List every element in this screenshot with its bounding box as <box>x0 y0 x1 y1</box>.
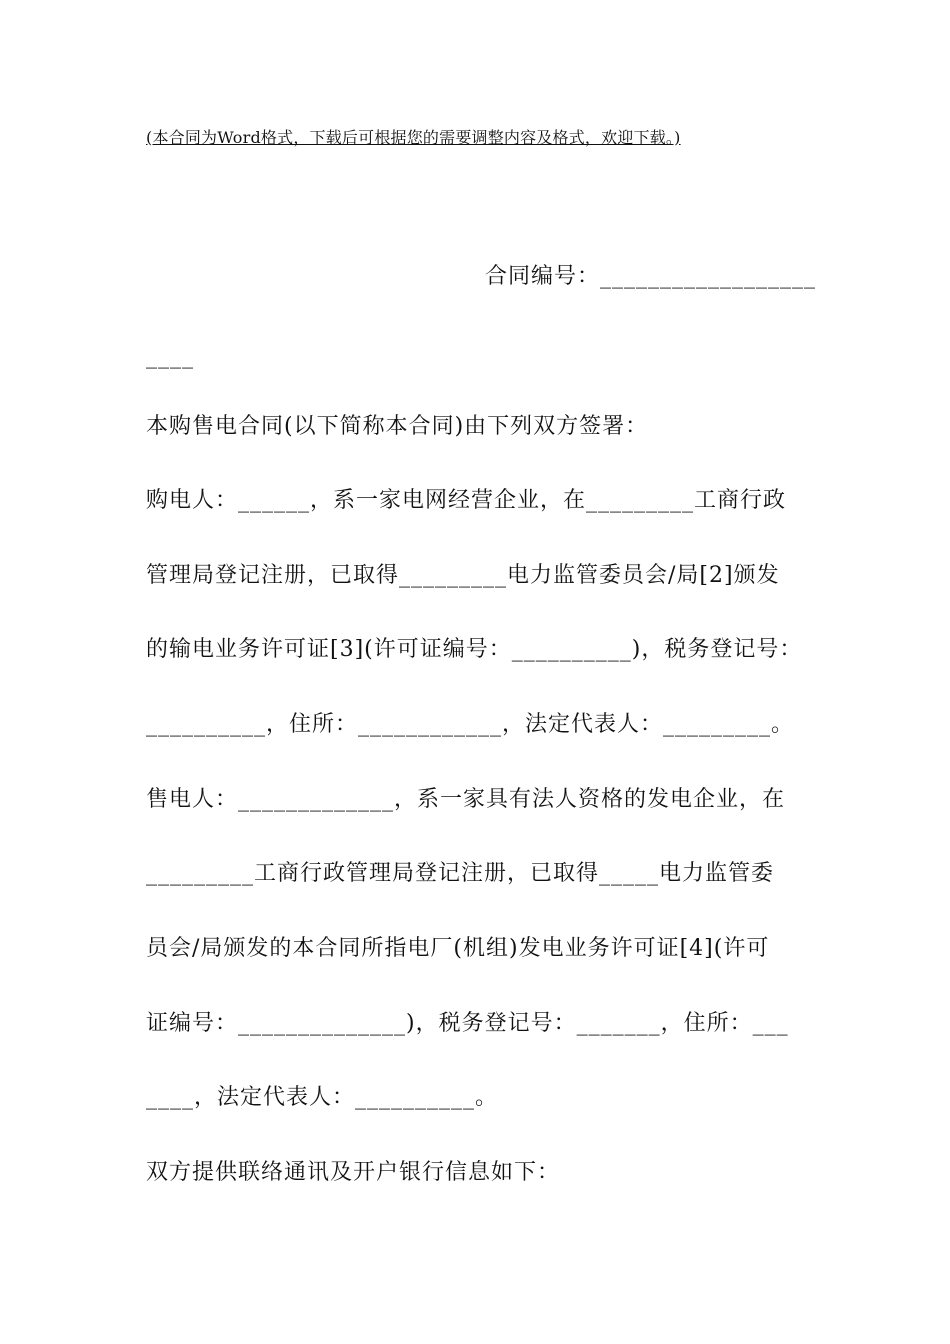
contract-number-label: 合同编号： <box>485 264 601 289</box>
seller-line-3: 员会/局颁发的本合同所指电厂(机组)发电业务许可证[4](许可 <box>146 936 770 961</box>
buyer-line-1: 购电人：______，系一家电网经营企业，在_________工商行政 <box>146 488 787 513</box>
intro-paragraph: 本购售电合同(以下简称本合同)由下列双方签署： <box>146 414 649 439</box>
buyer-line-3: 的输电业务许可证[3](许可证编号：__________)，税务登记号： <box>146 637 803 662</box>
seller-line-1: 售电人：_____________，系一家具有法人资格的发电企业，在 <box>146 787 786 812</box>
seller-line-4: 证编号：______________)，税务登记号：_______，住所：___ <box>146 1011 789 1036</box>
format-note: (本合同为Word格式，下载后可根据您的需要调整内容及格式，欢迎下载。) <box>146 128 681 147</box>
contact-info-paragraph: 双方提供联络通讯及开户银行信息如下： <box>146 1160 561 1185</box>
buyer-line-2: 管理局登记注册，已取得_________电力监管委员会/局[2]颁发 <box>146 563 780 588</box>
buyer-line-4: __________，住所：____________，法定代表人：_________。 <box>146 712 795 737</box>
contract-number-blank: __________________ <box>600 264 817 289</box>
contract-number-blank-continued: ____ <box>146 344 194 369</box>
seller-line-5: ____，法定代表人：__________。 <box>146 1085 499 1110</box>
contract-number-line <box>485 262 816 292</box>
seller-line-2: _________工商行政管理局登记注册，已取得_____电力监管委 <box>146 861 775 886</box>
